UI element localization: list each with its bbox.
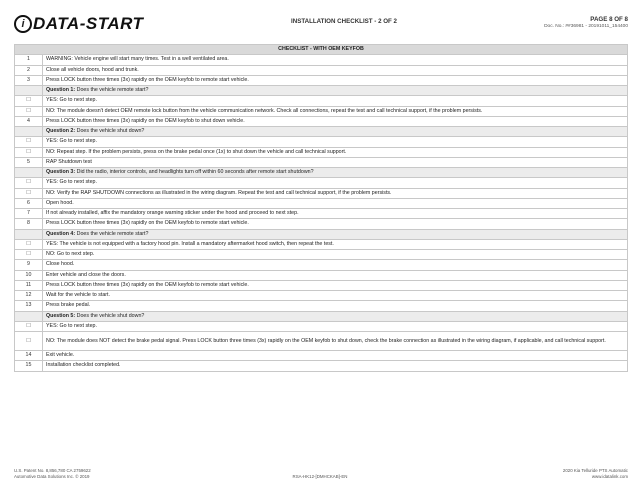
logo-text: DATA-START: [33, 14, 144, 33]
step-row: [15, 351, 628, 361]
step-text: Close all vehicle doors, hood and trunk.: [43, 65, 628, 75]
step-text: Press LOCK button three times (3x) rapidly on the OEM keyfob to shut down vehicle.: [43, 116, 628, 126]
idatastart-logo: [14, 12, 143, 36]
answer-text: NO: Verify the RAP SHUTDOWN connections as illustrated in the wiring diagram. Repeat the test and call technical support, if the problem persists.: [43, 188, 628, 198]
step-number: 7: [15, 209, 43, 219]
answer-text: YES: Go to next step.: [43, 96, 628, 106]
step-number: 13: [15, 301, 43, 311]
checklist-table: [14, 44, 628, 372]
step-text: Press LOCK button three times (3x) rapidly on the OEM keyfob to remote start vehicle.: [43, 75, 628, 85]
checklist-heading: CHECKLIST - WITH OEM KEYFOB: [15, 45, 628, 55]
question-marker: [15, 311, 43, 321]
question-text: [43, 168, 628, 178]
question-text: [43, 127, 628, 137]
vehicle-text: 2020 Kia Telluride PTS Automatic: [562, 468, 628, 473]
step-row: [15, 301, 628, 311]
step-text: Exit vehicle.: [43, 351, 628, 361]
answer-text: NO: The module doesn't detect OEM remote lock button from the vehicle communication network. Check all connections, repeat the test and call technical support, if the problem persists.: [43, 106, 628, 116]
step-text: RAP Shutdown test: [43, 157, 628, 167]
question-marker: [15, 86, 43, 96]
question-label: Question 2:: [46, 128, 76, 135]
step-row: [15, 157, 628, 167]
question-row: [15, 168, 628, 178]
step-text: Enter vehicle and close the doors.: [43, 270, 628, 280]
step-number: 12: [15, 291, 43, 301]
answer-row: [15, 239, 628, 249]
answer-row: [15, 178, 628, 188]
question-label: Question 4:: [46, 230, 76, 237]
answer-row: [15, 106, 628, 116]
logo-mark-icon: i: [14, 15, 32, 33]
step-row: [15, 260, 628, 270]
question-body: Does the vehicle remote start?: [75, 230, 149, 237]
step-number: 3: [15, 75, 43, 85]
checkbox-icon[interactable]: ☐: [15, 332, 43, 351]
question-body: Does the vehicle remote start?: [75, 87, 149, 94]
step-text: Installation checklist completed.: [43, 361, 628, 371]
step-row: [15, 219, 628, 229]
step-text: Press LOCK button three times (3x) rapidly on the OEM keyfob to remote start vehicle.: [43, 280, 628, 290]
question-row: [15, 229, 628, 239]
question-text: [43, 229, 628, 239]
step-row: [15, 209, 628, 219]
step-number: 2: [15, 65, 43, 75]
question-marker: [15, 229, 43, 239]
question-label: Question 3:: [46, 169, 76, 176]
document-number: Doc. No.: ##36981 - 20191011_154400: [544, 24, 628, 29]
step-text: Press brake pedal.: [43, 301, 628, 311]
step-row: [15, 75, 628, 85]
step-number: 9: [15, 260, 43, 270]
footer-left: [14, 468, 91, 480]
step-number: 15: [15, 361, 43, 371]
answer-text: YES: Go to next step.: [43, 178, 628, 188]
question-row: [15, 86, 628, 96]
question-marker: [15, 127, 43, 137]
page-number: PAGE 8 OF 8: [590, 16, 628, 23]
answer-text: YES: Go to next step.: [43, 321, 628, 331]
step-number: 1: [15, 55, 43, 65]
checkbox-icon[interactable]: ☐: [15, 321, 43, 331]
checklist-body: [15, 55, 628, 371]
question-text: [43, 86, 628, 96]
footer-right: [563, 468, 628, 480]
step-row: [15, 270, 628, 280]
step-text: Wait for the vehicle to start.: [43, 291, 628, 301]
page-info: [544, 16, 628, 29]
checkbox-icon[interactable]: ☐: [15, 250, 43, 260]
answer-row: [15, 332, 628, 351]
checkbox-icon[interactable]: ☐: [15, 188, 43, 198]
answer-row: [15, 250, 628, 260]
footer-code: RSA-HK12-[DMHCKAB]-EN: [292, 474, 348, 479]
question-body: Did the radio, interior controls, and headlights turn off within 60 seconds after remote start shutdown?: [75, 169, 314, 176]
checkbox-icon[interactable]: ☐: [15, 178, 43, 188]
checkbox-icon[interactable]: ☐: [15, 147, 43, 157]
step-text: Open hood.: [43, 198, 628, 208]
step-row: [15, 55, 628, 65]
question-row: [15, 311, 628, 321]
answer-row: [15, 188, 628, 198]
checkbox-icon[interactable]: ☐: [15, 106, 43, 116]
answer-text: YES: The vehicle is not equipped with a factory hood pin. Install a mandatory aftermarket hood switch, then repeat the test.: [43, 239, 628, 249]
answer-row: [15, 96, 628, 106]
question-label: Question 5:: [46, 312, 76, 319]
patent-text: U.S. Patent No. 8,856,780 CA 2759622: [14, 468, 91, 473]
answer-text: YES: Go to next step.: [43, 137, 628, 147]
question-body: Does the vehicle shut down?: [75, 312, 145, 319]
step-number: 8: [15, 219, 43, 229]
step-row: [15, 280, 628, 290]
step-number: 14: [15, 351, 43, 361]
copyright-text: Automotive Data Solutions Inc. © 2019: [14, 474, 90, 479]
question-body: Does the vehicle shut down?: [75, 128, 145, 135]
step-row: [15, 116, 628, 126]
step-number: 10: [15, 270, 43, 280]
step-text: If not already installed, affix the mandatory orange warning sticker under the hood and proceed to next step.: [43, 209, 628, 219]
answer-text: NO: Go to next step.: [43, 250, 628, 260]
step-row: [15, 198, 628, 208]
question-row: [15, 127, 628, 137]
step-text: Press LOCK button three times (3x) rapidly on the OEM keyfob to remote start vehicle.: [43, 219, 628, 229]
step-row: [15, 361, 628, 371]
step-text: WARNING: Vehicle engine will start many times. Test in a well ventilated area.: [43, 55, 628, 65]
checkbox-icon[interactable]: ☐: [15, 137, 43, 147]
step-number: 6: [15, 198, 43, 208]
website-link[interactable]: www.idatalink.com: [591, 474, 628, 479]
answer-row: [15, 147, 628, 157]
step-text: Close hood.: [43, 260, 628, 270]
answer-text: NO: The module does NOT detect the brake pedal signal. Press LOCK button three times (3x) rapidly on the OEM keyfob to shut down, check the brake connection as illustrated in the wiring diagram, if applicable, and call technical support.: [43, 332, 628, 351]
question-label: Question 1:: [46, 87, 76, 94]
page-title: INSTALLATION CHECKLIST - 2 OF 2: [291, 18, 397, 25]
answer-text: NO: Repeat step. If the problem persists, press on the brake pedal once (1x) to shut down the vehicle and call technical support.: [43, 147, 628, 157]
question-marker: [15, 168, 43, 178]
checkbox-icon[interactable]: ☐: [15, 96, 43, 106]
step-number: 5: [15, 157, 43, 167]
answer-row: [15, 321, 628, 331]
answer-row: [15, 137, 628, 147]
step-number: 4: [15, 116, 43, 126]
step-number: 11: [15, 280, 43, 290]
step-row: [15, 65, 628, 75]
page-header: [14, 12, 628, 42]
step-row: [15, 291, 628, 301]
question-text: [43, 311, 628, 321]
checkbox-icon[interactable]: ☐: [15, 239, 43, 249]
